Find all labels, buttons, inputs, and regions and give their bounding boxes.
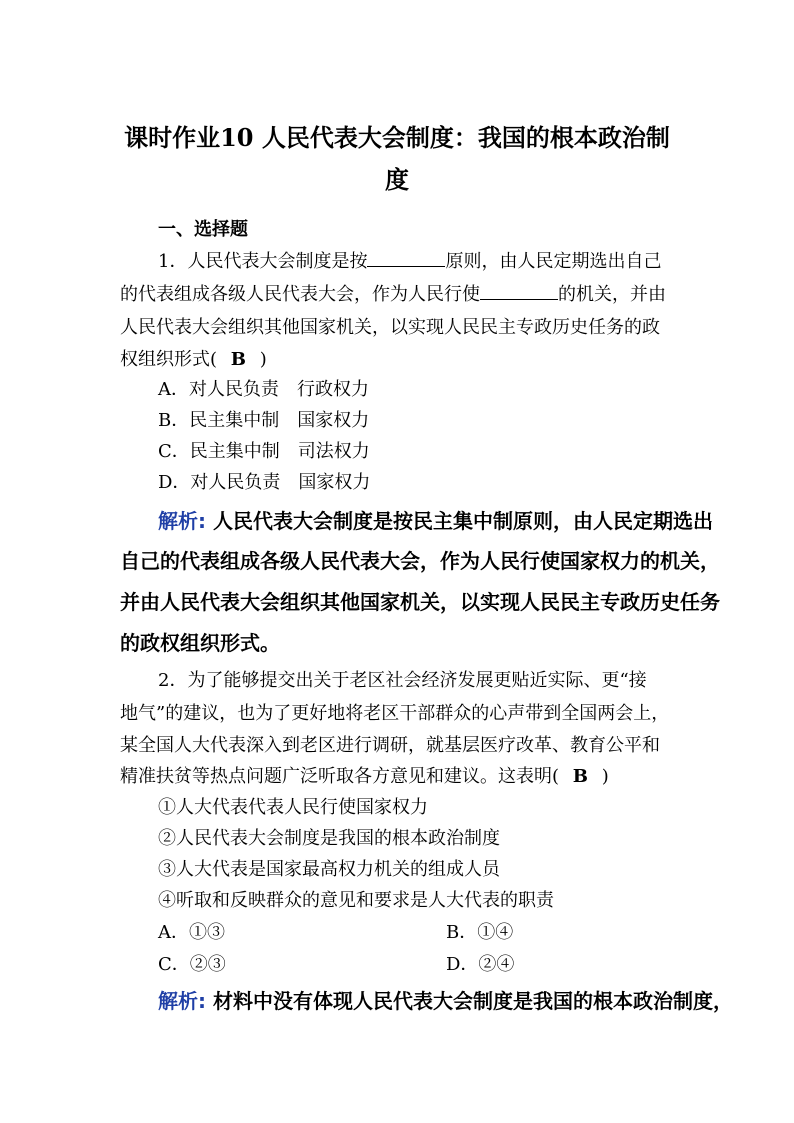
q2-line4 [120, 762, 609, 788]
q2-statement-1: ①人大代表代表人民行使国家权力 [158, 797, 428, 818]
q1-option-b: B．民主集中制 国家权力 [158, 410, 370, 431]
q2-text: 精准扶贫等热点问题广泛听取各方意见和建议。这表明( [120, 766, 560, 787]
q1-blank-2 [480, 283, 558, 300]
q1-analysis-text: 人民代表大会制度是按民主集中制原则，由人民定期选出 [212, 509, 713, 533]
q2-line3: 某全国人大代表深入到老区进行调研，就基层医疗改革、教育公平和 [120, 735, 660, 756]
q1-answer: B [230, 349, 246, 370]
q1-analysis-line2: 自己的代表组成各级人民代表大会，作为人民行使国家权力的机关， [120, 549, 720, 573]
section-heading: 一、选择题 [158, 219, 248, 240]
q2-line2: 地气”的建议，也为了更好地将老区干部群众的心声带到全国两会上， [120, 703, 670, 724]
q1-text: 的机关，并由 [558, 284, 666, 305]
q1-text: 的代表组成各级人民代表大会，作为人民行使 [120, 284, 480, 305]
q1-text: 1．人民代表大会制度是按 [158, 251, 368, 272]
document-title-line2: 度 [385, 165, 409, 194]
q1-analysis-line1 [158, 505, 713, 534]
q1-line2 [120, 280, 666, 306]
q1-analysis-line4: 的政权组织形式。 [120, 631, 280, 655]
q2-statement-3: ③人大代表是国家最高权力机关的组成人员 [158, 859, 500, 880]
q1-text: 权组织形式( [120, 349, 218, 370]
q2-line1: 2．为了能够提交出关于老区社会经济发展更贴近实际、更“接 [158, 670, 647, 691]
document-title-line1: 课时作业10 人民代表大会制度：我国的根本政治制 [124, 123, 670, 152]
q1-text: 原则，由人民定期选出自己 [445, 251, 662, 272]
q1-line3: 人民代表大会组织其他国家机关，以实现人民民主专政历史任务的政 [120, 317, 660, 338]
analysis-label: 解析: [158, 989, 206, 1013]
q1-option-a: A．对人民负责 行政权力 [158, 379, 369, 400]
q2-option-c: C．②③ [158, 954, 226, 975]
q2-option-b: B．①④ [446, 922, 514, 943]
q2-statement-2: ②人民代表大会制度是我国的根本政治制度 [158, 828, 500, 849]
q2-analysis-text: 材料中没有体现人民代表大会制度是我国的根本政治制度， [212, 989, 733, 1013]
q2-analysis-line1 [158, 985, 733, 1014]
q1-blank-1 [367, 250, 445, 267]
q1-option-d: D．对人民负责 国家权力 [158, 472, 371, 493]
q1-option-c: C．民主集中制 司法权力 [158, 441, 370, 462]
q2-text: ) [601, 766, 609, 787]
q1-line4 [120, 345, 267, 371]
q1-analysis-line3: 并由人民代表大会组织其他国家机关，以实现人民民主专政历史任务 [120, 590, 720, 614]
q1-line1 [158, 247, 661, 273]
analysis-label: 解析: [158, 509, 206, 533]
q2-statement-4: ④听取和反映群众的意见和要求是人大代表的职责 [158, 890, 554, 911]
q2-option-d: D．②④ [446, 954, 515, 975]
q1-text: ) [259, 349, 267, 370]
q2-option-a: A．①③ [158, 922, 225, 943]
q2-answer: B [572, 766, 588, 787]
